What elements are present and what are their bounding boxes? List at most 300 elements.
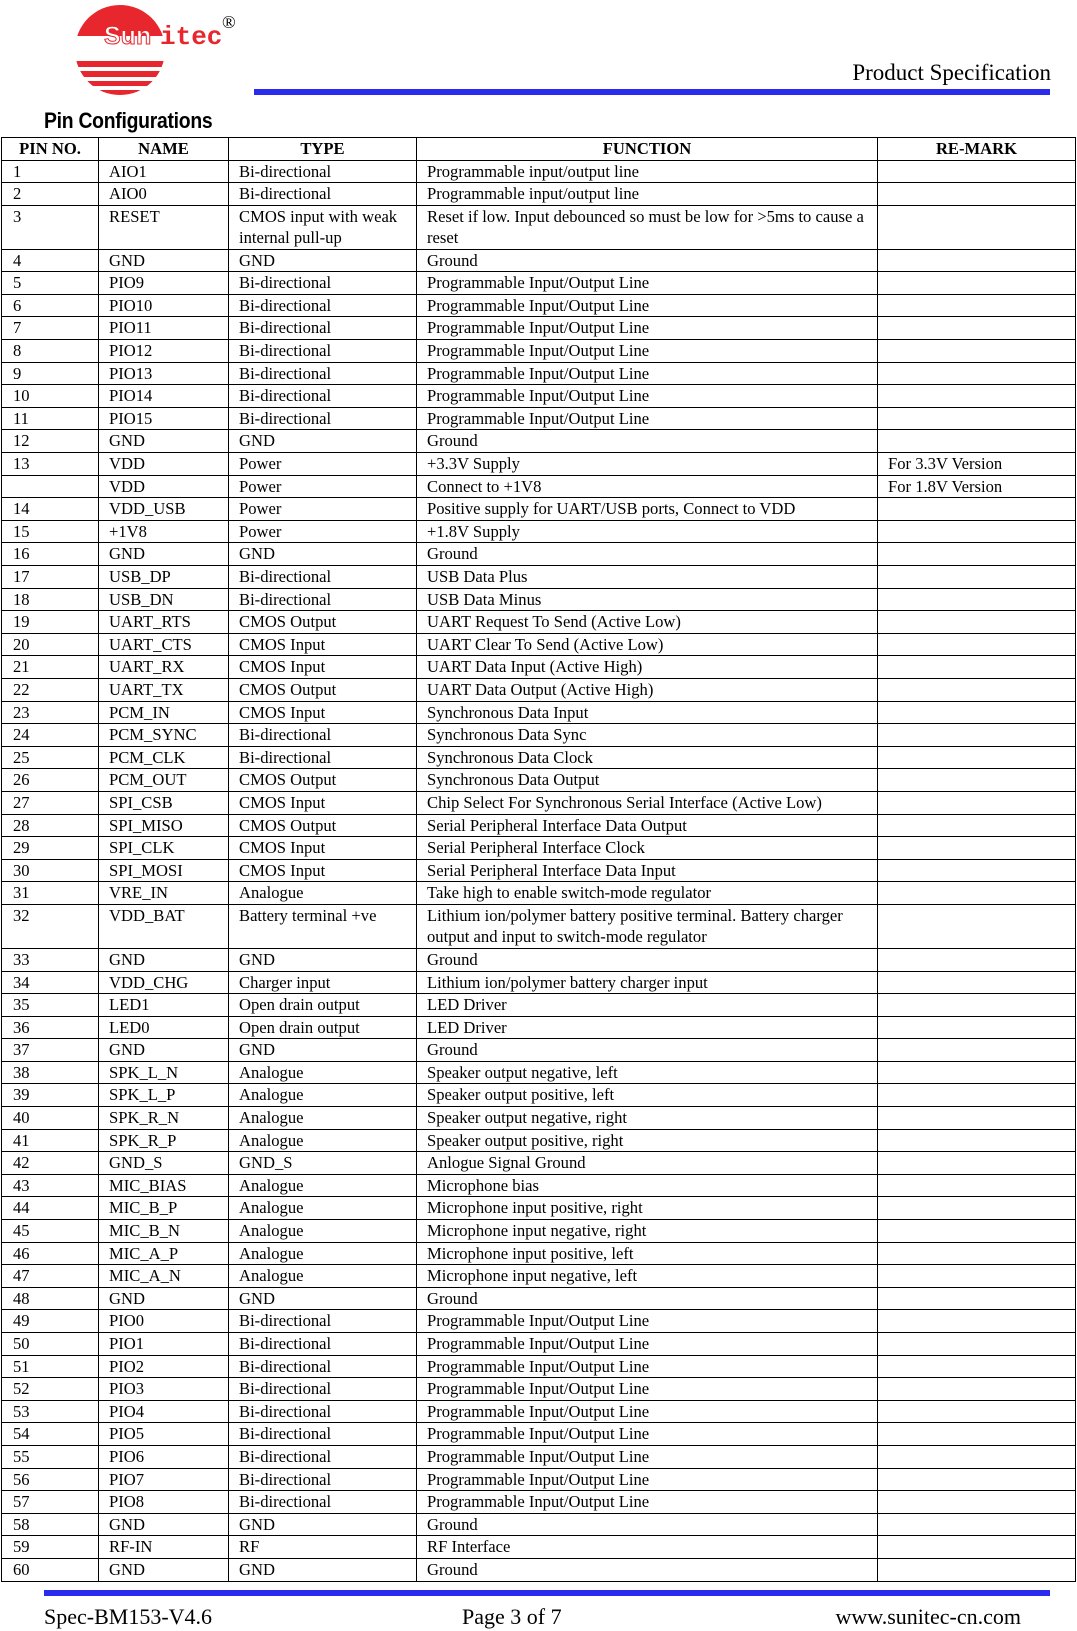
- function-cell: Microphone input positive, right: [417, 1197, 878, 1220]
- type-cell: Analogue: [229, 1061, 417, 1084]
- name-cell: PIO5: [99, 1423, 229, 1446]
- pin-no-cell: 25: [2, 746, 99, 769]
- table-row: [2, 746, 1076, 769]
- function-cell: Synchronous Data Output: [417, 769, 878, 792]
- pin-no-cell: 28: [2, 814, 99, 837]
- name-cell: GND: [99, 1513, 229, 1536]
- function-cell: LED Driver: [417, 1016, 878, 1039]
- name-cell: PIO7: [99, 1468, 229, 1491]
- type-cell: Bi-directional: [229, 385, 417, 408]
- logo-text-itec: itec: [160, 22, 223, 52]
- table-row: [2, 475, 1076, 498]
- remark-cell: [878, 1016, 1076, 1039]
- function-cell: Lithium ion/polymer battery positive terminal. Battery charger output and input to switch-mode regulator: [417, 904, 878, 948]
- header-title: Product Specification: [852, 60, 1051, 85]
- remark-cell: [878, 1355, 1076, 1378]
- remark-cell: [878, 882, 1076, 905]
- table-row: [2, 407, 1076, 430]
- pin-no-cell: [2, 475, 99, 498]
- pin-no-cell: 52: [2, 1378, 99, 1401]
- table-row: [2, 1333, 1076, 1356]
- table-row: [2, 317, 1076, 340]
- pin-no-cell: 39: [2, 1084, 99, 1107]
- table-row: [2, 1513, 1076, 1536]
- type-cell: CMOS Output: [229, 769, 417, 792]
- pin-no-cell: 22: [2, 678, 99, 701]
- type-cell: CMOS Input: [229, 701, 417, 724]
- type-cell: Bi-directional: [229, 1400, 417, 1423]
- type-cell: Analogue: [229, 1107, 417, 1130]
- table-row: [2, 1242, 1076, 1265]
- type-cell: Power: [229, 453, 417, 476]
- type-cell: CMOS input with weak internal pull-up: [229, 205, 417, 249]
- name-cell: MIC_BIAS: [99, 1174, 229, 1197]
- pin-no-cell: 36: [2, 1016, 99, 1039]
- type-cell: Bi-directional: [229, 1355, 417, 1378]
- function-cell: Programmable Input/Output Line: [417, 1355, 878, 1378]
- function-cell: Microphone input negative, left: [417, 1265, 878, 1288]
- type-cell: CMOS Input: [229, 656, 417, 679]
- name-cell: PCM_IN: [99, 701, 229, 724]
- function-cell: Programmable Input/Output Line: [417, 1310, 878, 1333]
- type-cell: CMOS Input: [229, 791, 417, 814]
- table-row: [2, 1265, 1076, 1288]
- type-cell: GND: [229, 249, 417, 272]
- type-cell: Analogue: [229, 1265, 417, 1288]
- function-cell: UART Request To Send (Active Low): [417, 611, 878, 634]
- name-cell: SPI_CLK: [99, 837, 229, 860]
- function-cell: USB Data Plus: [417, 566, 878, 589]
- type-cell: Bi-directional: [229, 588, 417, 611]
- pin-no-cell: 3: [2, 205, 99, 249]
- table-row: [2, 205, 1076, 249]
- pin-no-cell: 50: [2, 1333, 99, 1356]
- table-row: [2, 340, 1076, 363]
- type-cell: Power: [229, 475, 417, 498]
- remark-cell: [878, 1445, 1076, 1468]
- pin-no-cell: 37: [2, 1039, 99, 1062]
- function-cell: UART Data Output (Active High): [417, 678, 878, 701]
- function-cell: Chip Select For Synchronous Serial Interface (Active Low): [417, 791, 878, 814]
- name-cell: SPI_MOSI: [99, 859, 229, 882]
- pin-table-body: [2, 160, 1076, 1581]
- name-cell: VRE_IN: [99, 882, 229, 905]
- table-row: [2, 1310, 1076, 1333]
- pin-no-cell: 51: [2, 1355, 99, 1378]
- type-cell: GND: [229, 543, 417, 566]
- name-cell: MIC_A_P: [99, 1242, 229, 1265]
- pin-no-cell: 48: [2, 1287, 99, 1310]
- function-cell: Speaker output negative, right: [417, 1107, 878, 1130]
- function-cell: Programmable Input/Output Line: [417, 340, 878, 363]
- name-cell: MIC_B_P: [99, 1197, 229, 1220]
- type-cell: GND_S: [229, 1152, 417, 1175]
- name-cell: PIO15: [99, 407, 229, 430]
- remark-cell: [878, 971, 1076, 994]
- name-cell: AIO1: [99, 160, 229, 183]
- pin-no-cell: 26: [2, 769, 99, 792]
- remark-cell: [878, 769, 1076, 792]
- type-cell: Bi-directional: [229, 183, 417, 206]
- function-cell: Programmable Input/Output Line: [417, 1333, 878, 1356]
- table-row: [2, 1378, 1076, 1401]
- type-cell: CMOS Output: [229, 611, 417, 634]
- pin-no-cell: 46: [2, 1242, 99, 1265]
- function-cell: Programmable Input/Output Line: [417, 362, 878, 385]
- remark-cell: [878, 205, 1076, 249]
- remark-cell: [878, 1400, 1076, 1423]
- remark-cell: [878, 1513, 1076, 1536]
- name-cell: VDD_USB: [99, 498, 229, 521]
- table-row: [2, 971, 1076, 994]
- name-cell: GND: [99, 249, 229, 272]
- remark-cell: [878, 1333, 1076, 1356]
- pin-no-cell: 49: [2, 1310, 99, 1333]
- table-row: [2, 724, 1076, 747]
- pin-no-cell: 14: [2, 498, 99, 521]
- remark-cell: [878, 160, 1076, 183]
- remark-cell: [878, 1310, 1076, 1333]
- name-cell: SPI_MISO: [99, 814, 229, 837]
- function-cell: Microphone input positive, left: [417, 1242, 878, 1265]
- type-cell: GND: [229, 1287, 417, 1310]
- function-cell: Ground: [417, 1039, 878, 1062]
- table-row: [2, 1355, 1076, 1378]
- function-cell: Synchronous Data Clock: [417, 746, 878, 769]
- table-row: [2, 1152, 1076, 1175]
- name-cell: UART_CTS: [99, 633, 229, 656]
- name-cell: SPK_R_P: [99, 1129, 229, 1152]
- table-row: [2, 656, 1076, 679]
- table-row: [2, 1536, 1076, 1559]
- pin-no-cell: 38: [2, 1061, 99, 1084]
- type-cell: Bi-directional: [229, 746, 417, 769]
- pin-no-cell: 53: [2, 1400, 99, 1423]
- name-cell: PIO0: [99, 1310, 229, 1333]
- function-cell: Serial Peripheral Interface Clock: [417, 837, 878, 860]
- function-cell: Programmable Input/Output Line: [417, 1491, 878, 1514]
- pin-no-cell: 35: [2, 994, 99, 1017]
- remark-cell: [878, 430, 1076, 453]
- table-row: [2, 588, 1076, 611]
- remark-cell: [878, 1558, 1076, 1581]
- pin-no-cell: 43: [2, 1174, 99, 1197]
- function-cell: Programmable input/output line: [417, 160, 878, 183]
- table-row: [2, 385, 1076, 408]
- type-cell: CMOS Input: [229, 633, 417, 656]
- remark-cell: [878, 317, 1076, 340]
- name-cell: SPK_L_P: [99, 1084, 229, 1107]
- remark-cell: For 3.3V Version: [878, 453, 1076, 476]
- footer-page-number: Page 3 of 7: [462, 1604, 562, 1629]
- function-cell: Ground: [417, 430, 878, 453]
- name-cell: PIO11: [99, 317, 229, 340]
- type-cell: GND: [229, 1039, 417, 1062]
- pin-no-cell: 8: [2, 340, 99, 363]
- function-cell: Speaker output positive, left: [417, 1084, 878, 1107]
- name-cell: UART_TX: [99, 678, 229, 701]
- remark-cell: [878, 588, 1076, 611]
- table-row: [2, 272, 1076, 295]
- table-row: [2, 1558, 1076, 1581]
- name-cell: USB_DN: [99, 588, 229, 611]
- pin-no-cell: 34: [2, 971, 99, 994]
- remark-cell: [878, 814, 1076, 837]
- table-row: [2, 1423, 1076, 1446]
- table-header-row: [2, 138, 1076, 161]
- name-cell: GND: [99, 1558, 229, 1581]
- name-cell: PIO9: [99, 272, 229, 295]
- footer-website: www.sunitec-cn.com: [835, 1604, 1021, 1629]
- pin-no-cell: 19: [2, 611, 99, 634]
- remark-cell: [878, 1107, 1076, 1130]
- logo-text-sun: Sun: [104, 22, 152, 50]
- remark-cell: [878, 837, 1076, 860]
- remark-cell: [878, 1174, 1076, 1197]
- function-cell: Serial Peripheral Interface Data Output: [417, 814, 878, 837]
- name-cell: GND: [99, 1287, 229, 1310]
- pin-no-cell: 11: [2, 407, 99, 430]
- table-row: [2, 837, 1076, 860]
- table-row: [2, 791, 1076, 814]
- table-row: [2, 543, 1076, 566]
- pin-no-cell: 31: [2, 882, 99, 905]
- type-cell: Analogue: [229, 1220, 417, 1243]
- type-cell: Analogue: [229, 1197, 417, 1220]
- remark-cell: [878, 1491, 1076, 1514]
- type-cell: Bi-directional: [229, 407, 417, 430]
- remark-cell: [878, 1039, 1076, 1062]
- function-cell: Ground: [417, 1513, 878, 1536]
- name-cell: GND: [99, 430, 229, 453]
- type-cell: Power: [229, 498, 417, 521]
- name-cell: SPK_L_N: [99, 1061, 229, 1084]
- name-cell: PIO8: [99, 1491, 229, 1514]
- function-cell: Programmable Input/Output Line: [417, 294, 878, 317]
- type-cell: Bi-directional: [229, 1423, 417, 1446]
- function-cell: Programmable Input/Output Line: [417, 1423, 878, 1446]
- table-row: [2, 453, 1076, 476]
- pin-no-cell: 45: [2, 1220, 99, 1243]
- remark-cell: For 1.8V Version: [878, 475, 1076, 498]
- type-cell: Bi-directional: [229, 566, 417, 589]
- table-row: [2, 611, 1076, 634]
- function-cell: Ground: [417, 1558, 878, 1581]
- remark-cell: [878, 566, 1076, 589]
- remark-cell: [878, 746, 1076, 769]
- name-cell: VDD_BAT: [99, 904, 229, 948]
- function-cell: LED Driver: [417, 994, 878, 1017]
- pin-no-cell: 58: [2, 1513, 99, 1536]
- type-cell: Bi-directional: [229, 1310, 417, 1333]
- name-cell: PIO3: [99, 1378, 229, 1401]
- table-row: [2, 160, 1076, 183]
- table-row: [2, 498, 1076, 521]
- remark-cell: [878, 724, 1076, 747]
- function-cell: Programmable input/output line: [417, 183, 878, 206]
- pin-no-cell: 6: [2, 294, 99, 317]
- remark-cell: [878, 859, 1076, 882]
- pin-no-cell: 47: [2, 1265, 99, 1288]
- function-cell: Speaker output positive, right: [417, 1129, 878, 1152]
- table-row: [2, 769, 1076, 792]
- name-cell: GND_S: [99, 1152, 229, 1175]
- name-cell: PIO13: [99, 362, 229, 385]
- pin-no-cell: 41: [2, 1129, 99, 1152]
- function-cell: Microphone bias: [417, 1174, 878, 1197]
- type-cell: Bi-directional: [229, 294, 417, 317]
- name-cell: +1V8: [99, 520, 229, 543]
- header-name: NAME: [99, 138, 229, 161]
- remark-cell: [878, 1061, 1076, 1084]
- function-cell: Programmable Input/Output Line: [417, 385, 878, 408]
- type-cell: Charger input: [229, 971, 417, 994]
- remark-cell: [878, 701, 1076, 724]
- name-cell: GND: [99, 543, 229, 566]
- pin-no-cell: 42: [2, 1152, 99, 1175]
- pin-no-cell: 20: [2, 633, 99, 656]
- table-row: [2, 701, 1076, 724]
- name-cell: PIO1: [99, 1333, 229, 1356]
- function-cell: Synchronous Data Sync: [417, 724, 878, 747]
- pin-no-cell: 57: [2, 1491, 99, 1514]
- name-cell: AIO0: [99, 183, 229, 206]
- remark-cell: [878, 272, 1076, 295]
- type-cell: CMOS Output: [229, 678, 417, 701]
- function-cell: Programmable Input/Output Line: [417, 272, 878, 295]
- function-cell: USB Data Minus: [417, 588, 878, 611]
- function-cell: Lithium ion/polymer battery charger input: [417, 971, 878, 994]
- type-cell: Bi-directional: [229, 362, 417, 385]
- name-cell: PIO10: [99, 294, 229, 317]
- type-cell: Bi-directional: [229, 724, 417, 747]
- remark-cell: [878, 633, 1076, 656]
- function-cell: Ground: [417, 948, 878, 971]
- remark-cell: [878, 1084, 1076, 1107]
- remark-cell: [878, 611, 1076, 634]
- name-cell: VDD: [99, 475, 229, 498]
- pin-no-cell: 16: [2, 543, 99, 566]
- pin-no-cell: 10: [2, 385, 99, 408]
- type-cell: Analogue: [229, 1174, 417, 1197]
- sunitec-logo: [74, 4, 254, 96]
- type-cell: Bi-directional: [229, 272, 417, 295]
- pin-no-cell: 9: [2, 362, 99, 385]
- table-row: [2, 904, 1076, 948]
- name-cell: VDD: [99, 453, 229, 476]
- remark-cell: [878, 1242, 1076, 1265]
- function-cell: Programmable Input/Output Line: [417, 1400, 878, 1423]
- name-cell: PCM_SYNC: [99, 724, 229, 747]
- table-row: [2, 294, 1076, 317]
- pin-no-cell: 30: [2, 859, 99, 882]
- type-cell: GND: [229, 430, 417, 453]
- table-row: [2, 1107, 1076, 1130]
- remark-cell: [878, 656, 1076, 679]
- function-cell: Programmable Input/Output Line: [417, 1445, 878, 1468]
- function-cell: Microphone input negative, right: [417, 1220, 878, 1243]
- pin-no-cell: 23: [2, 701, 99, 724]
- type-cell: Analogue: [229, 882, 417, 905]
- pin-no-cell: 5: [2, 272, 99, 295]
- type-cell: GND: [229, 1513, 417, 1536]
- name-cell: PIO12: [99, 340, 229, 363]
- table-row: [2, 633, 1076, 656]
- remark-cell: [878, 1152, 1076, 1175]
- pin-no-cell: 27: [2, 791, 99, 814]
- remark-cell: [878, 1287, 1076, 1310]
- type-cell: Analogue: [229, 1129, 417, 1152]
- name-cell: UART_RX: [99, 656, 229, 679]
- function-cell: Connect to +1V8: [417, 475, 878, 498]
- remark-cell: [878, 994, 1076, 1017]
- pin-no-cell: 12: [2, 430, 99, 453]
- type-cell: GND: [229, 1558, 417, 1581]
- function-cell: Synchronous Data Input: [417, 701, 878, 724]
- remark-cell: [878, 183, 1076, 206]
- name-cell: VDD_CHG: [99, 971, 229, 994]
- function-cell: Ground: [417, 1287, 878, 1310]
- table-row: [2, 1220, 1076, 1243]
- remark-cell: [878, 543, 1076, 566]
- remark-cell: [878, 1536, 1076, 1559]
- table-row: [2, 1197, 1076, 1220]
- header-divider: [254, 89, 1050, 95]
- table-row: [2, 859, 1076, 882]
- function-cell: Programmable Input/Output Line: [417, 1378, 878, 1401]
- pin-configuration-table: [1, 137, 1076, 1582]
- function-cell: UART Clear To Send (Active Low): [417, 633, 878, 656]
- name-cell: RESET: [99, 205, 229, 249]
- remark-cell: [878, 1197, 1076, 1220]
- name-cell: PIO14: [99, 385, 229, 408]
- name-cell: PIO4: [99, 1400, 229, 1423]
- remark-cell: [878, 385, 1076, 408]
- table-row: [2, 882, 1076, 905]
- remark-cell: [878, 362, 1076, 385]
- remark-cell: [878, 904, 1076, 948]
- table-row: [2, 520, 1076, 543]
- type-cell: Bi-directional: [229, 1491, 417, 1514]
- name-cell: SPK_R_N: [99, 1107, 229, 1130]
- remark-cell: [878, 948, 1076, 971]
- name-cell: MIC_A_N: [99, 1265, 229, 1288]
- name-cell: GND: [99, 948, 229, 971]
- remark-cell: [878, 1423, 1076, 1446]
- function-cell: Anlogue Signal Ground: [417, 1152, 878, 1175]
- header-function: FUNCTION: [417, 138, 878, 161]
- header-type: TYPE: [229, 138, 417, 161]
- type-cell: Analogue: [229, 1242, 417, 1265]
- table-row: [2, 1491, 1076, 1514]
- pin-no-cell: 2: [2, 183, 99, 206]
- type-cell: CMOS Output: [229, 814, 417, 837]
- table-row: [2, 430, 1076, 453]
- remark-cell: [878, 249, 1076, 272]
- table-row: [2, 1129, 1076, 1152]
- table-row: [2, 678, 1076, 701]
- remark-cell: [878, 1220, 1076, 1243]
- table-row: [2, 1084, 1076, 1107]
- type-cell: Open drain output: [229, 994, 417, 1017]
- type-cell: CMOS Input: [229, 837, 417, 860]
- name-cell: SPI_CSB: [99, 791, 229, 814]
- table-row: [2, 1445, 1076, 1468]
- function-cell: Take high to enable switch-mode regulator: [417, 882, 878, 905]
- pin-no-cell: 18: [2, 588, 99, 611]
- type-cell: Bi-directional: [229, 1445, 417, 1468]
- table-row: [2, 994, 1076, 1017]
